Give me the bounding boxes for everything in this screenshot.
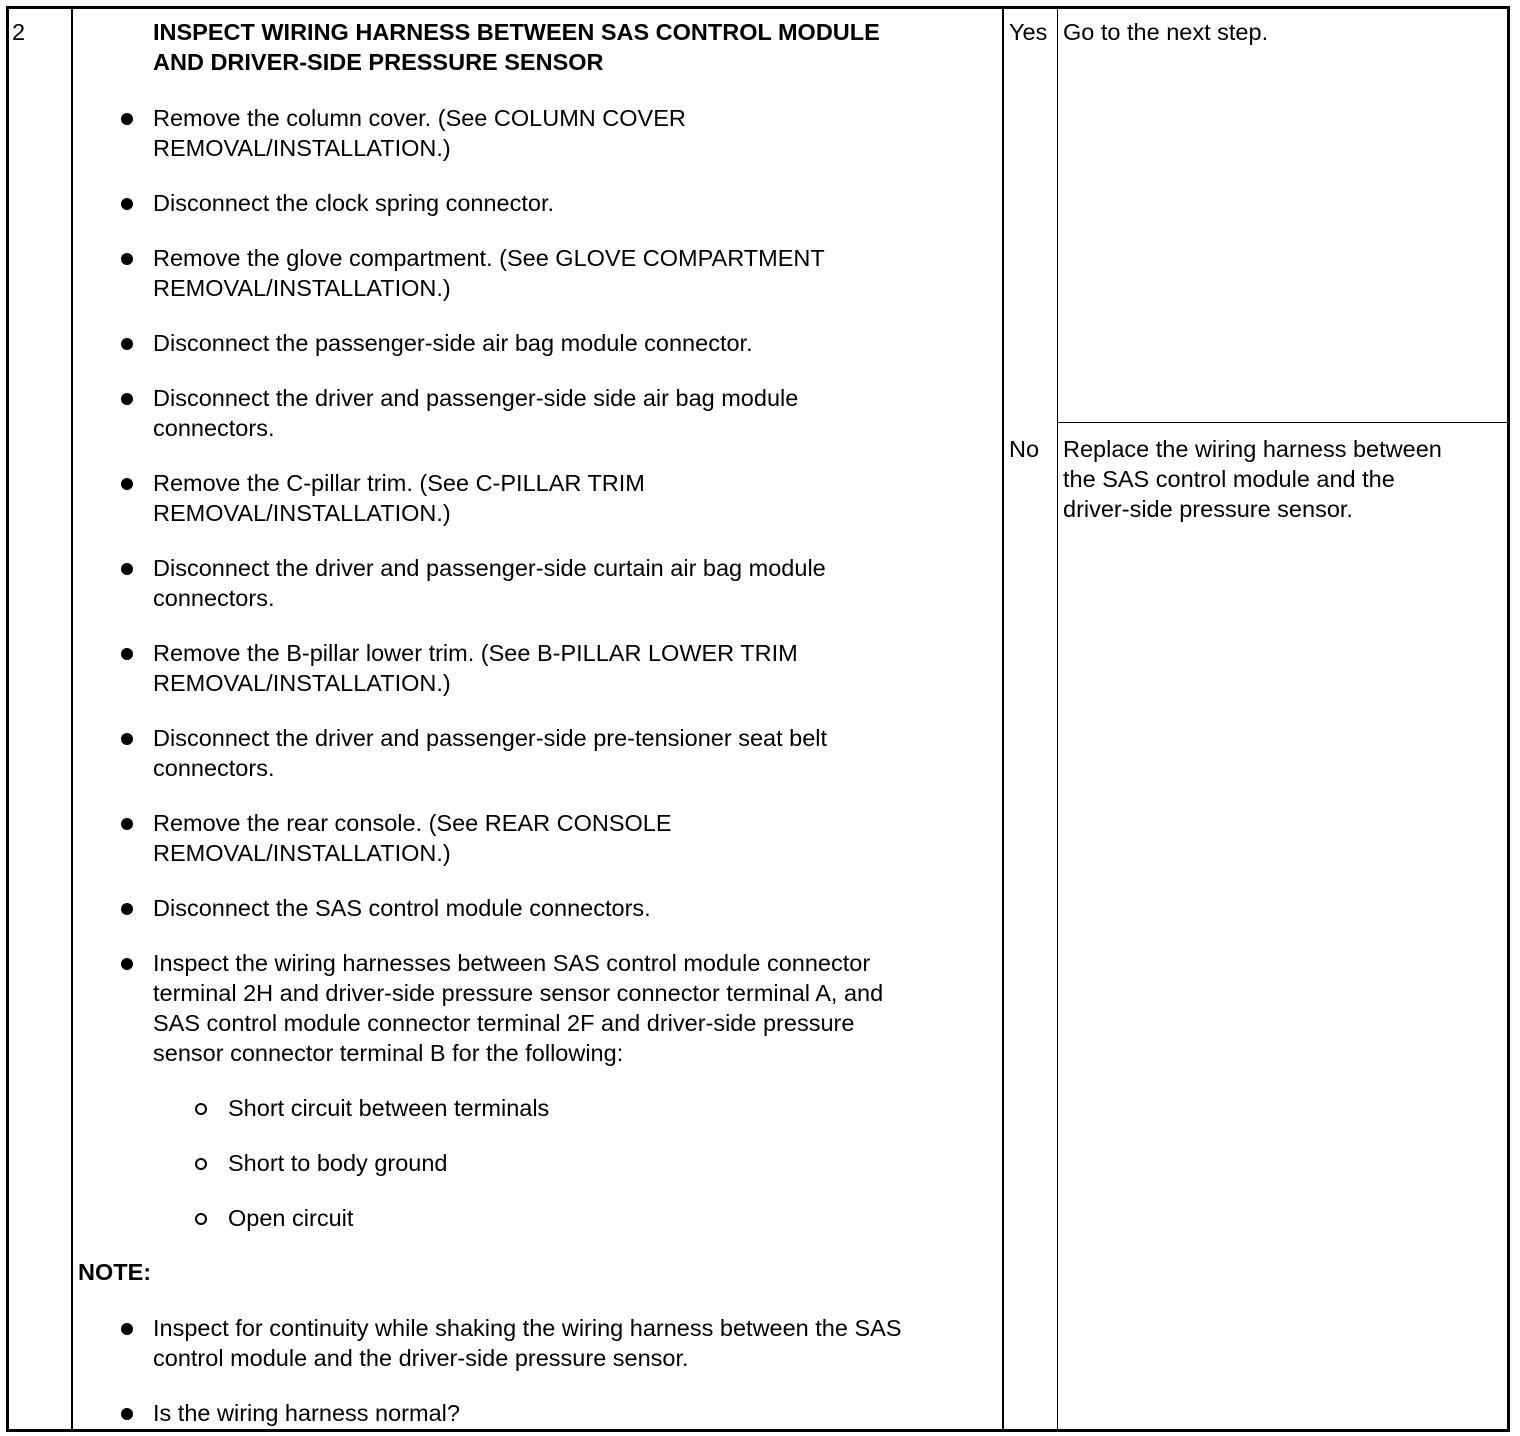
sub-item: Short circuit between terminals	[228, 1093, 549, 1123]
bullet-icon	[121, 1408, 133, 1420]
bullet-icon	[121, 733, 133, 745]
diagnostic-step-table	[6, 6, 1510, 1432]
bullet-icon	[121, 958, 133, 970]
bullet-icon	[121, 563, 133, 575]
bullet-icon	[121, 253, 133, 265]
column-divider-step	[71, 9, 73, 1429]
bullet-icon	[121, 903, 133, 915]
no-label: No	[1009, 436, 1040, 462]
yes-action: Go to the next step.	[1063, 19, 1269, 45]
yes-label: Yes	[1009, 19, 1048, 45]
action-item: Disconnect the passenger-side air bag module connector.	[153, 328, 753, 358]
note-item: Inspect for continuity while shaking the wiring harness between the SAS control module and the driver-side pressure sensor.	[153, 1313, 902, 1373]
no-action: Replace the wiring harness between the SAS control module and the driver-side pressure sensor.	[1063, 436, 1442, 522]
action-item: Remove the glove compartment. (See GLOVE COMPARTMENT REMOVAL/INSTALLATION.)	[153, 243, 825, 303]
action-item: Remove the B-pillar lower trim. (See B-PILLAR LOWER TRIM REMOVAL/INSTALLATION.)	[153, 638, 798, 698]
step-title	[153, 17, 880, 77]
bullet-icon	[121, 1323, 133, 1335]
yes-no-divider	[1057, 422, 1507, 423]
step-title-line: INSPECT WIRING HARNESS BETWEEN SAS CONTROL MODULE	[153, 19, 880, 45]
action-item: Remove the column cover. (See COLUMN COVER REMOVAL/INSTALLATION.)	[153, 103, 686, 163]
bullet-icon	[121, 113, 133, 125]
open-circle-icon	[195, 1103, 207, 1115]
bullet-icon	[121, 648, 133, 660]
note-item: Is the wiring harness normal?	[153, 1398, 460, 1428]
step-number: 2	[12, 19, 26, 45]
sub-item: Open circuit	[228, 1203, 353, 1233]
action-item: Disconnect the driver and passenger-side pre-tensioner seat belt connectors.	[153, 723, 827, 783]
bullet-icon	[121, 198, 133, 210]
open-circle-icon	[195, 1213, 207, 1225]
bullet-icon	[121, 818, 133, 830]
sub-item: Short to body ground	[228, 1148, 448, 1178]
action-item: Remove the rear console. (See REAR CONSOLE REMOVAL/INSTALLATION.)	[153, 808, 672, 868]
note-label: NOTE:	[78, 1259, 152, 1285]
action-item: Disconnect the driver and passenger-side curtain air bag module connectors.	[153, 553, 826, 613]
action-item: Remove the C-pillar trim. (See C-PILLAR TRIM REMOVAL/INSTALLATION.)	[153, 468, 645, 528]
bullet-icon	[121, 478, 133, 490]
action-item: Disconnect the SAS control module connectors.	[153, 893, 651, 923]
open-circle-icon	[195, 1158, 207, 1170]
column-divider-action	[1002, 9, 1004, 1429]
column-divider-result	[1057, 9, 1058, 1429]
action-item: Inspect the wiring harnesses between SAS control module connector terminal 2H and driver-side pressure sensor connector terminal A, and SAS control module connector terminal 2F and driver-side pressure sensor connector terminal B for the following:	[153, 948, 883, 1068]
action-item: Disconnect the driver and passenger-side side air bag module connectors.	[153, 383, 798, 443]
bullet-icon	[121, 338, 133, 350]
step-title-line: AND DRIVER-SIDE PRESSURE SENSOR	[153, 49, 604, 75]
bullet-icon	[121, 393, 133, 405]
action-item: Disconnect the clock spring connector.	[153, 188, 554, 218]
